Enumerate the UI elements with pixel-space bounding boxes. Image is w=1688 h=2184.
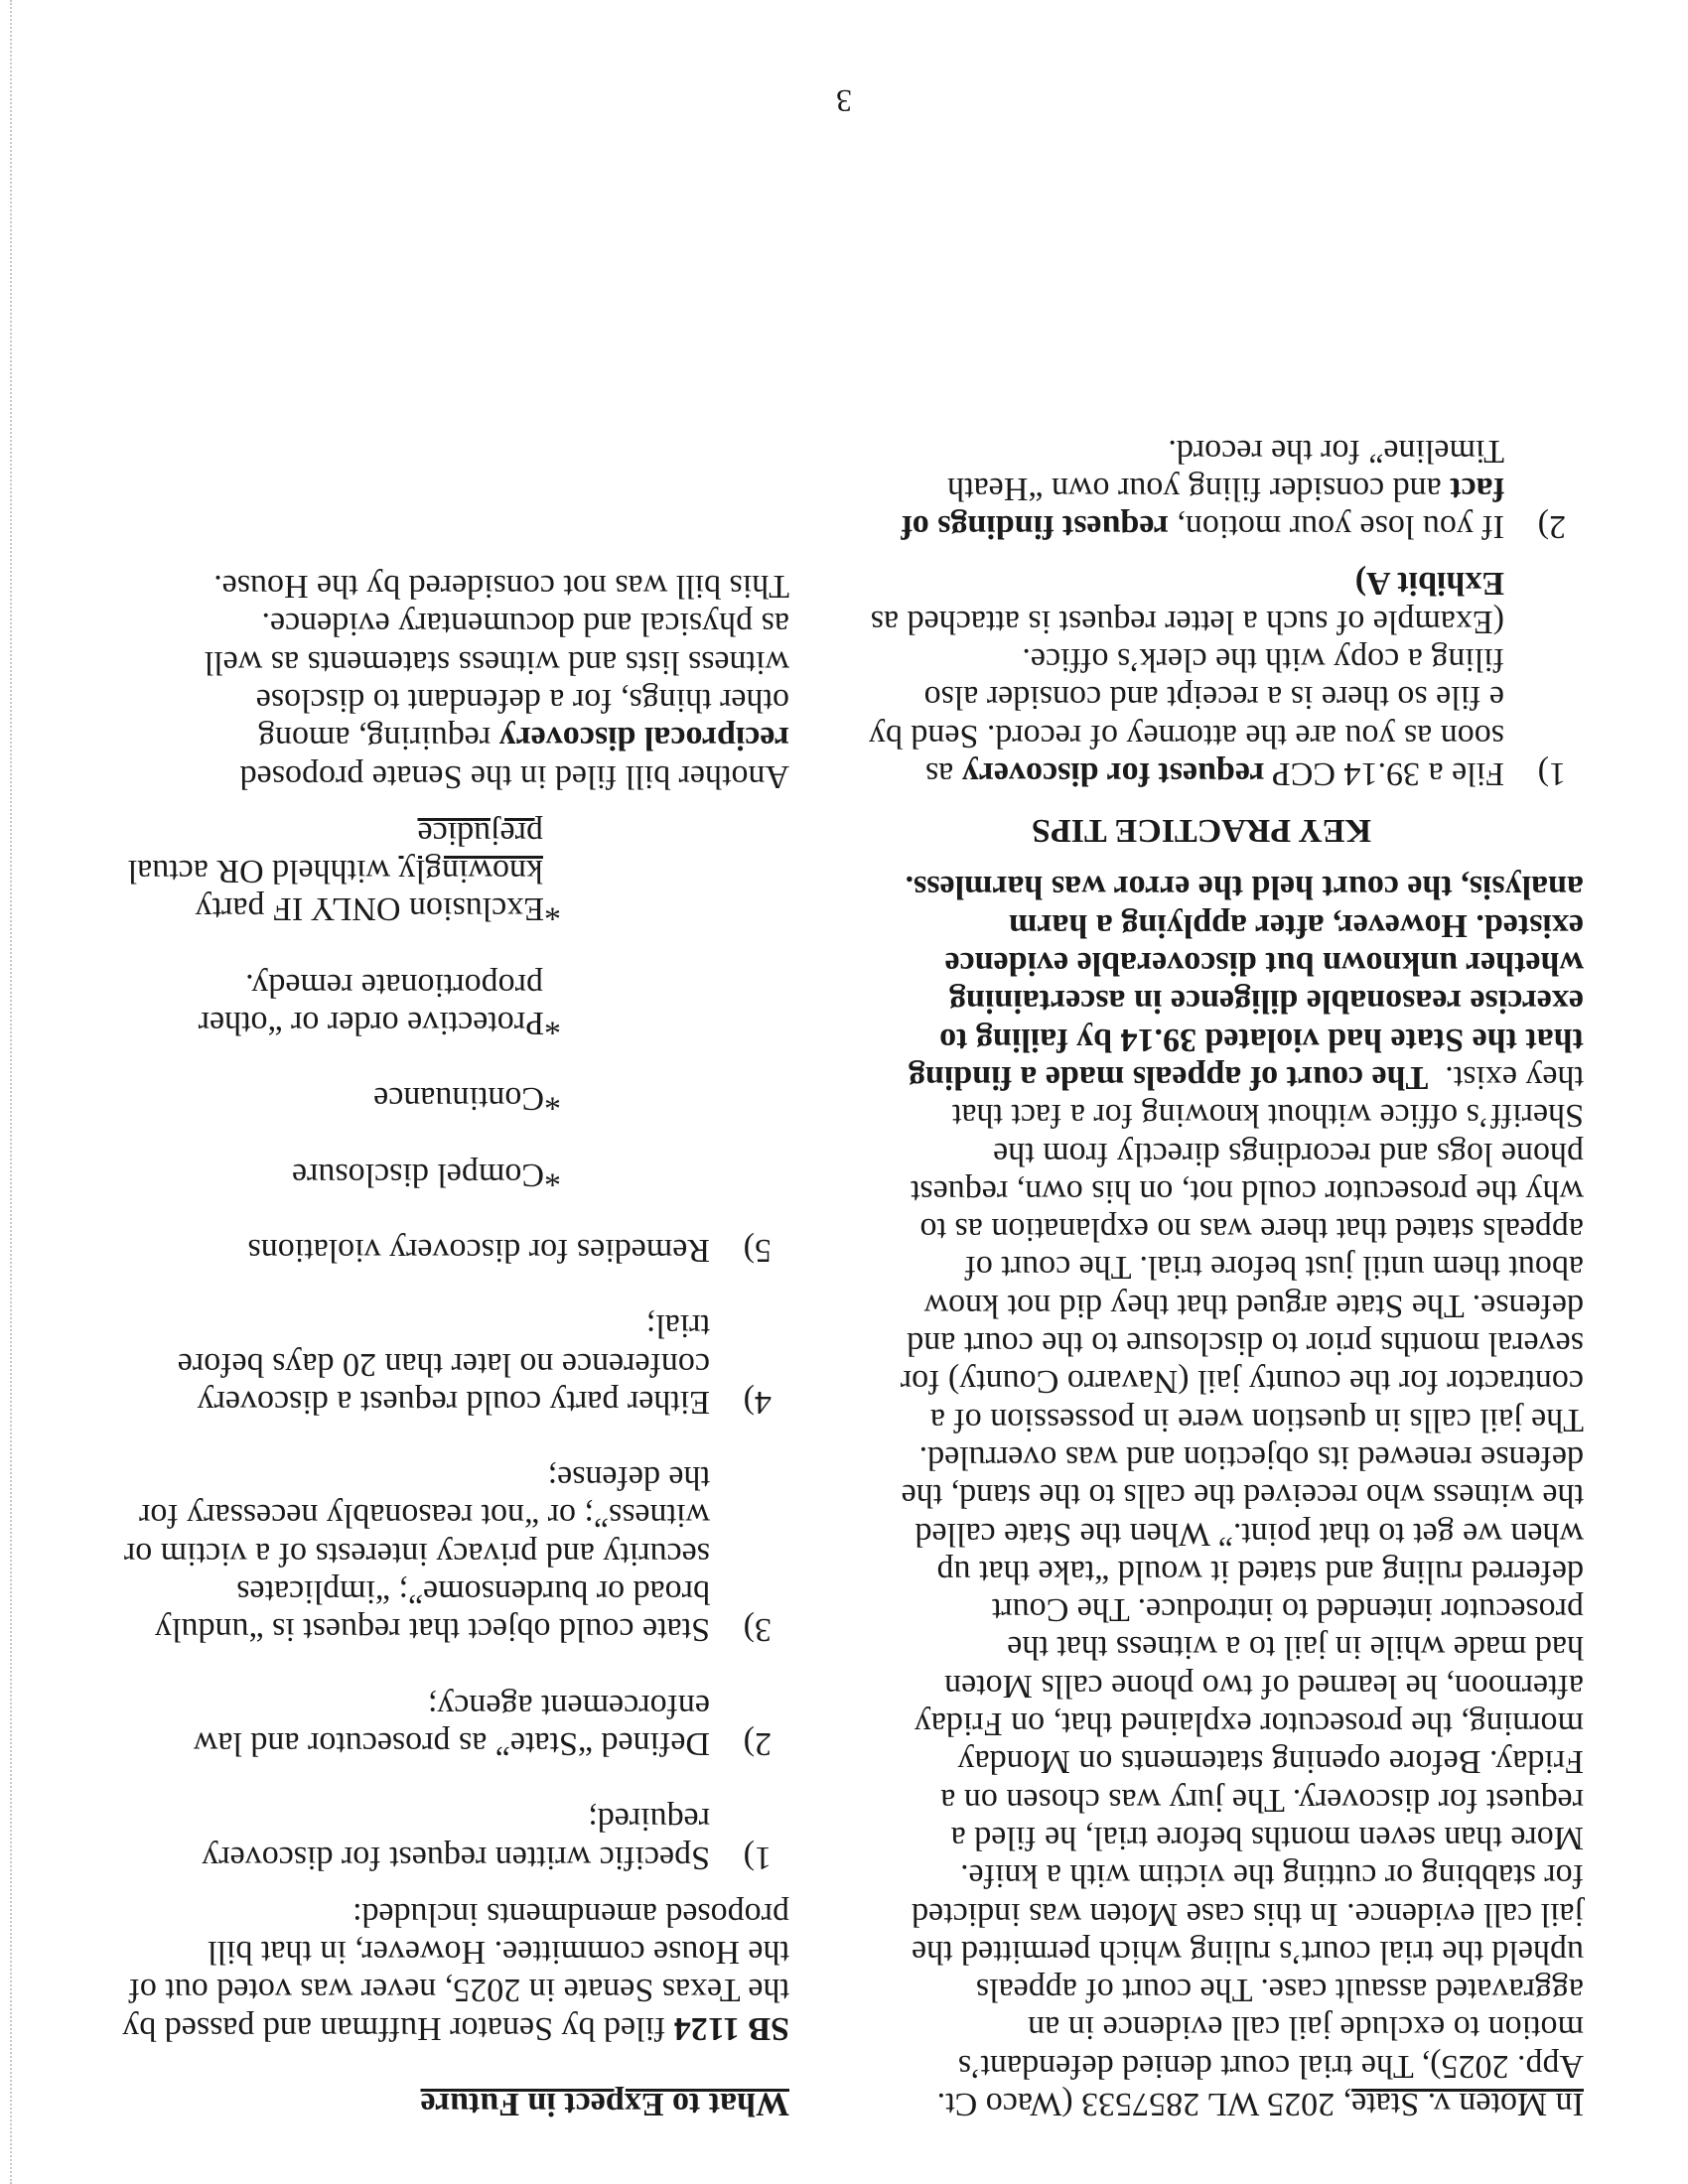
text-line: App. 2025), The trial court denied defendant’s xyxy=(957,2047,1584,2085)
case-summary-paragraph xyxy=(819,868,1584,2122)
text-fragment: filed by Senator Huffman and passed by xyxy=(122,2009,666,2047)
bold-text: request for discovery xyxy=(961,754,1265,792)
text-line: Sheriff’s office without knowing for a fact that xyxy=(951,1097,1584,1135)
holding-start-line xyxy=(819,1058,1584,1096)
case-intro-line xyxy=(819,2085,1584,2122)
text-line: other things, for a defendant to disclose xyxy=(255,681,789,719)
text-fragment: withheld OR actual xyxy=(127,853,391,890)
item-line: required; xyxy=(588,1801,710,1839)
tip-line: e file so there is a receipt and consider also xyxy=(923,679,1504,717)
scan-edge-mark xyxy=(8,0,12,2184)
text-line: deferred ruling and stated it would “take that up xyxy=(936,1553,1584,1590)
text-line: the House committee. However, in that bill xyxy=(208,1934,789,1972)
list-number: 2) xyxy=(1537,508,1566,546)
text-line: witness lists and witness statements as well xyxy=(204,643,789,681)
amendment-item-5 xyxy=(94,1231,789,1269)
text-line: Another bill filed in the Senate proposed xyxy=(239,757,789,795)
tip-line: filing a copy with the clerk’s office. xyxy=(1022,641,1504,679)
remedy-continuance: *Continuance xyxy=(373,1080,561,1118)
item-line: enforcement agency; xyxy=(427,1687,710,1724)
amendment-item-2 xyxy=(94,1686,789,1762)
list-number: 2) xyxy=(743,1724,772,1762)
holding-line: whether unknown but discoverable evidence xyxy=(944,945,1584,983)
item-line: Defined “State” as prosecutor and law xyxy=(193,1724,710,1762)
text-line: upheld the trial court’s ruling which permitted the xyxy=(912,1933,1584,1971)
bill-number: SB 1124 xyxy=(673,2009,789,2047)
key-practice-tips-heading: KEY PRACTICE TIPS xyxy=(1032,812,1371,850)
remedy-exclusion-cont xyxy=(94,852,789,889)
sb-paragraph xyxy=(94,1895,789,2047)
future-heading: What to Expect in Future xyxy=(420,2086,789,2122)
amendment-item-3 xyxy=(94,1458,789,1648)
remedy-protective-order: *Protective order or “other xyxy=(198,1005,561,1042)
text-line: contractor for the county jail (Navarro County) for xyxy=(900,1363,1584,1401)
item-line: broad or burdensome”; “implicates xyxy=(236,1573,710,1611)
amendment-item-4 xyxy=(94,1306,789,1421)
list-number: 5) xyxy=(743,1231,772,1269)
text-line: as physical and documentary evidence. xyxy=(261,606,789,643)
holding-line: exercise reasonable diligence in ascertaining xyxy=(949,983,1584,1021)
text-line: why the prosecutor could not, on his own, request xyxy=(911,1172,1584,1210)
text-fragment: and consider filing your own “Heath xyxy=(947,470,1442,507)
item-line: witness”; or “not reasonably necessary for xyxy=(139,1497,710,1535)
text-line: defense. The State argued that they did not know xyxy=(923,1287,1584,1324)
tip-line: soon as you are the attorney of record. Send by xyxy=(868,717,1504,754)
text-line: proposed amendments included: xyxy=(352,1895,789,1933)
text-line: defense renewed its objection and was overruled. xyxy=(918,1438,1584,1476)
list-number: 3) xyxy=(743,1611,772,1649)
text-fragment: File a 39.14 CCP xyxy=(1273,754,1504,792)
text-line: prosecutor intended to introduce. The Court xyxy=(991,1591,1584,1629)
holding-line: that the State had violated 39.14 by failing to xyxy=(939,1021,1584,1058)
item-line: conference no later than 20 days before xyxy=(177,1345,710,1383)
text-line: had made while in jail to a witness that the xyxy=(1007,1629,1584,1667)
text-line: phone logs and recordings directly from the xyxy=(993,1135,1584,1172)
text-line xyxy=(94,2008,789,2046)
tip-item-2 xyxy=(819,431,1584,545)
remedy-exclusion-cont: prejudice xyxy=(417,814,543,852)
bold-text: fact xyxy=(1450,470,1504,507)
text-line: morning, the prosecutor explained that, on Friday xyxy=(914,1706,1584,1743)
text-line: the Texas Senate in 2025, never was voted out of xyxy=(128,1972,789,2009)
text-line: motion to exclude jail call evidence in an xyxy=(1028,2009,1584,2047)
list-number: 4) xyxy=(743,1383,772,1421)
left-column xyxy=(819,431,1584,2122)
text-line: This bill was not considered by the House. xyxy=(213,568,789,606)
text-line: several months prior to disclosure to the court and xyxy=(907,1325,1584,1363)
item-line: Either party could request a discovery xyxy=(197,1383,710,1421)
text-line: request for discovery. The jury was chosen on a xyxy=(940,1781,1584,1819)
tip-line xyxy=(819,754,1504,792)
bold-text: reciprocal discovery xyxy=(498,720,789,757)
text-line: the witness who received the calls to the stand, the xyxy=(901,1477,1584,1515)
right-column xyxy=(94,567,789,2122)
item-line: State could object that request is “unduly xyxy=(155,1611,710,1649)
text-line: afternoon, he learned of two phone calls Moten xyxy=(944,1667,1584,1705)
item-line: trial; xyxy=(645,1307,710,1345)
text-fragment: as xyxy=(924,754,954,792)
text-fragment: If you lose your motion, xyxy=(1177,508,1504,546)
remedy-exclusion: *Exclusion ONLY IF party xyxy=(195,890,561,928)
holding-bold-text: The court of appeals made a finding xyxy=(908,1058,1429,1096)
item-line: Specific written request for discovery xyxy=(202,1839,710,1876)
text-fragment: requiring, among xyxy=(257,720,492,757)
text-line: More than seven months before trial, he filed a xyxy=(950,1819,1584,1856)
holding-line: analysis, the court held the error was harmless. xyxy=(905,869,1584,906)
remedy-protective-order-cont: proportionate remedy. xyxy=(245,966,543,1004)
holding-line: existed. However, after applying a harm xyxy=(1009,906,1584,944)
text-fragment: they exist. xyxy=(1445,1058,1584,1096)
another-bill-paragraph xyxy=(94,567,789,795)
text-line: aggravated assault case. The court of appeals xyxy=(975,1972,1584,2009)
text-line: appeals stated that there was no explanation as to xyxy=(919,1211,1584,1249)
item-line: security and privacy interests of a victim or xyxy=(123,1535,710,1572)
case-citation-rest: , 2025 WL 2857533 (Waco Ct. xyxy=(936,2086,1352,2122)
tip-line: Exhibit A) xyxy=(1354,565,1504,603)
tip-item-1 xyxy=(819,564,1584,792)
case-citation: In Moten v. State xyxy=(1351,2086,1584,2122)
amendment-item-1 xyxy=(94,1800,789,1876)
text-line xyxy=(94,719,789,756)
text-line: jail call evidence. In this case Moten was indicted xyxy=(912,1895,1584,1933)
text-line: for stabbing or cutting the victim with a knife. xyxy=(960,1857,1584,1895)
tip-line: (Example of such a letter request is attached as xyxy=(870,603,1504,640)
tip-line xyxy=(819,470,1504,507)
text-line: about them until just before trial. The court of xyxy=(964,1249,1584,1287)
text-line: when we get to that point.” When the State called xyxy=(914,1515,1584,1553)
list-number: 1) xyxy=(743,1839,772,1876)
item-line: Remedies for discovery violations xyxy=(247,1231,710,1269)
tip-line: Timeline” for the record. xyxy=(1168,432,1504,470)
tip-line xyxy=(819,507,1504,545)
list-number: 1) xyxy=(1537,754,1566,792)
underlined-text: knowingly xyxy=(398,853,543,890)
bold-text: request findings of xyxy=(901,508,1169,546)
text-line: Friday. Before opening statements on Monday xyxy=(957,1743,1584,1781)
remedy-compel: *Compel disclosure xyxy=(291,1156,561,1193)
item-line: the defense; xyxy=(547,1459,710,1497)
page-number: 3 xyxy=(836,83,852,119)
text-line: The jail calls in question were in possession of a xyxy=(929,1401,1584,1438)
